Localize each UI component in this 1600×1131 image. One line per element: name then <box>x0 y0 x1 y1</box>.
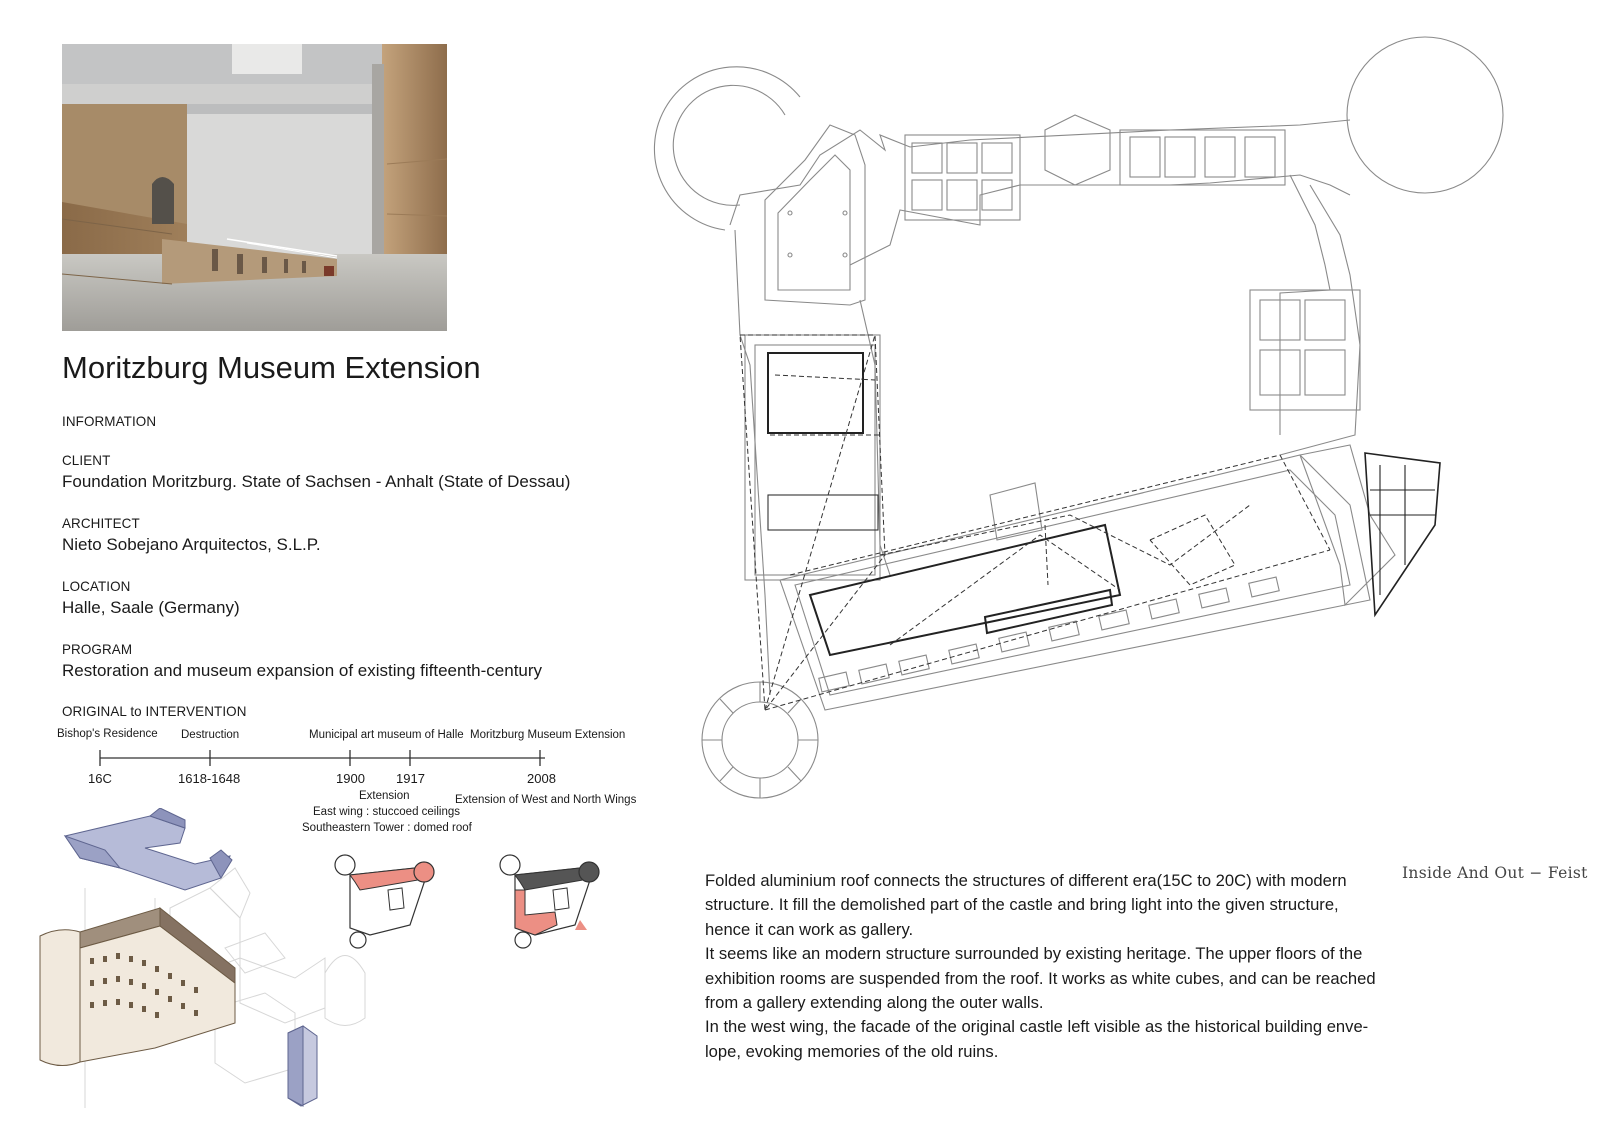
year-2008: 2008 <box>527 771 556 786</box>
event-municipal-museum: Municipal art museum of Halle <box>309 729 464 741</box>
key-plan-2008 <box>495 850 610 955</box>
description-paragraph-3: In the west wing, the facade of the original castle left visible as the historical building enve-lope, evoking memories of the old ruins. <box>705 1017 1369 1061</box>
client-value: Foundation Moritzburg. State of Sachsen - Anhalt (State of Dessau) <box>62 472 571 491</box>
year-16c: 16C <box>88 771 112 786</box>
note-se-tower: Southeastern Tower : domed roof <box>302 822 472 834</box>
location-value: Halle, Saale (Germany) <box>62 598 240 617</box>
timeline-heading: ORIGINAL to INTERVENTION <box>62 703 247 719</box>
project-description <box>705 869 1380 1064</box>
project-title: Moritzburg Museum Extension <box>62 350 481 385</box>
new-extension-wedge <box>1365 453 1440 615</box>
year-1618-1648: 1618-1648 <box>178 771 241 786</box>
west-north-wing-volume <box>40 908 235 1066</box>
axonometric-diagram <box>35 808 375 1118</box>
information-heading: INFORMATION <box>62 413 157 429</box>
program-value: Restoration and museum expansion of existing fifteenth-century <box>62 661 543 680</box>
program-label: PROGRAM <box>62 641 133 657</box>
nw-tower <box>654 67 800 230</box>
sw-tower <box>702 682 818 798</box>
description-paragraph-2: It seems like an modern structure surrounded by existing heritage. The upper floors of the exhibition rooms are suspended from the roof. It works as white cubes, and can be reached from a gallery extending along the outer walls. <box>705 944 1376 1013</box>
roof-fold-lines <box>740 335 1330 710</box>
floor-plan <box>650 35 1520 815</box>
location-label: LOCATION <box>62 578 131 594</box>
note-extension: Extension <box>359 790 410 802</box>
credit-text: Inside And Out − Feist <box>1402 864 1588 882</box>
ne-tower <box>1347 37 1503 193</box>
timeline-axis <box>95 748 555 768</box>
key-plan-1900 <box>330 850 440 955</box>
client-label: CLIENT <box>62 452 111 468</box>
event-destruction: Destruction <box>181 729 240 741</box>
architect-label: ARCHITECT <box>62 515 140 531</box>
year-1917: 1917 <box>396 771 425 786</box>
north-gate-tower <box>1045 115 1110 185</box>
note-west-north: Extension of West and North Wings <box>455 794 637 806</box>
year-1900: 1900 <box>336 771 365 786</box>
note-east-wing: East wing : stuccoed ceilings <box>313 806 461 818</box>
roof-element <box>65 808 232 890</box>
description-paragraph-1: Folded aluminium roof connects the structures of different era(15C to 20C) with modern structure. It fill the demolished part of the castle and bring light into the given structure, hence it can work as gallery. <box>705 871 1347 939</box>
interior-photo <box>62 44 447 331</box>
event-bishops-residence: Bishop's Residence <box>57 728 158 740</box>
event-moritzburg-extension: Moritzburg Museum Extension <box>470 729 626 741</box>
architect-value: Nieto Sobejano Arquitectos, S.L.P. <box>62 535 321 554</box>
